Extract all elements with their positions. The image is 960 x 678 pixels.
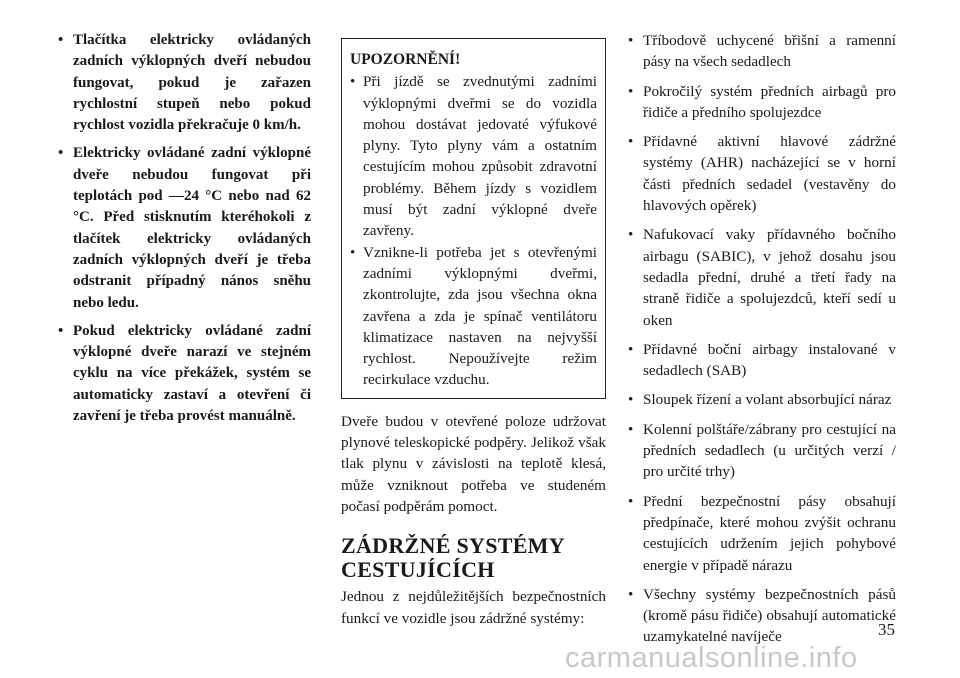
list-item: • Vznikne-li potřeba jet s otevřenými zadními výklopnými dveřmi, zkontrolujte, zda jsou všechna okna zavřena a zda je spínač ventilátoru klimatizace nastaven na nejvyšší rychlost. Nepoužívejte režim recirkulace vzduchu. (350, 242, 597, 391)
middle-column (341, 30, 606, 629)
list-item: • Přední bezpečnostní pásy obsahují předpínače, které mohou zvýšit ochranu cestujících udržením jejich pohybové energie v případě nárazu (628, 491, 896, 576)
list-item: • Tlačítka elektricky ovládaných zadních výklopných dveří nebudou fungovat, pokud je zařazen rychlostní stupeň nebo pokud rychlost vozidla překračuje 0 km/h. (58, 30, 311, 136)
warning-list (350, 71, 597, 390)
gas-struts-paragraph: Dveře budou v otevřené poloze udržovat plynové teleskopické podpěry. Jelikož však tlak plynu v závislosti na teplotě klesá, může vzniknout potřeba ve studeném počasí podpěrám pomoct. (341, 412, 606, 515)
list-item: • Přídavné aktivní hlavové zádržné systémy (AHR) nacházející se v horní části předních sedadel (vestavěny do hlavových opěrek) (628, 131, 896, 216)
list-item: • Nafukovací vaky přídavného bočního airbagu (SABIC), v jehož dosahu jsou sedadla přední, druhé a třetí řady na straně řidiče a spolujezdců, kteří sedí u oken (628, 224, 896, 330)
section-heading-line1: ZÁDRŽNÉ SYSTÉMY (341, 533, 565, 559)
list-item: • Při jízdě se zvednutými zadními výklopnými dveřmi se do vozidla mohou dostávat jedovaté výfukové plyny. Tyto plyny vám a ostatním cestujícím mohou způsobit zdravotní problémy. Během jízdy s vozidlem musí být zadní výklopné dveře zavřeny. (350, 71, 597, 241)
right-column (628, 30, 896, 656)
list-item: • Sloupek řízení a volant absorbující náraz (628, 389, 896, 410)
list-item: • Tříbodově uchycené břišní a ramenní pásy na všech sedadlech (628, 30, 896, 73)
section-heading-line2: CESTUJÍCÍCH (341, 557, 495, 583)
section-heading (341, 534, 606, 582)
warning-title: UPOZORNĚNÍ! (350, 51, 461, 68)
watermark: carmanualsonline.info (565, 642, 858, 674)
warning-box (341, 38, 606, 399)
list-item: • Pokud elektricky ovládané zadní výklopné dveře narazí ve stejném cyklu na více překážek, systém se automaticky zastaví a otevření či zavření je třeba provést manuálně. (58, 321, 311, 427)
list-item: • Pokročilý systém předních airbagů pro řidiče a předního spolujezdce (628, 81, 896, 124)
bold-bullet-list (58, 30, 311, 427)
list-item: • Přídavné boční airbagy instalované v sedadlech (SAB) (628, 339, 896, 382)
restraint-systems-list (628, 30, 896, 648)
left-column (58, 30, 311, 434)
list-item: • Všechny systémy bezpečnostních pásů (kromě pásu řidiče) obsahují automatické uzamykatelné navíječe (628, 584, 896, 648)
list-item: • Elektricky ovládané zadní výklopné dveře nebudou fungovat při teplotách pod —24 °C nebo nad 62 °C. Před stisknutím kteréhokoli z tlačítek elektricky ovládaných zadních výklopných dveří je třeba odstranit případný nános sněhu nebo ledu. (58, 143, 311, 313)
page-number: 35 (878, 620, 895, 639)
intro-paragraph: Jednou z nejdůležitějších bezpečnostních funkcí ve vozidle jsou zádržné systémy: (341, 588, 606, 627)
list-item: • Kolenní polštáře/zábrany pro cestující na předních sedadlech (u určitých verzí / pro určité trhy) (628, 419, 896, 483)
